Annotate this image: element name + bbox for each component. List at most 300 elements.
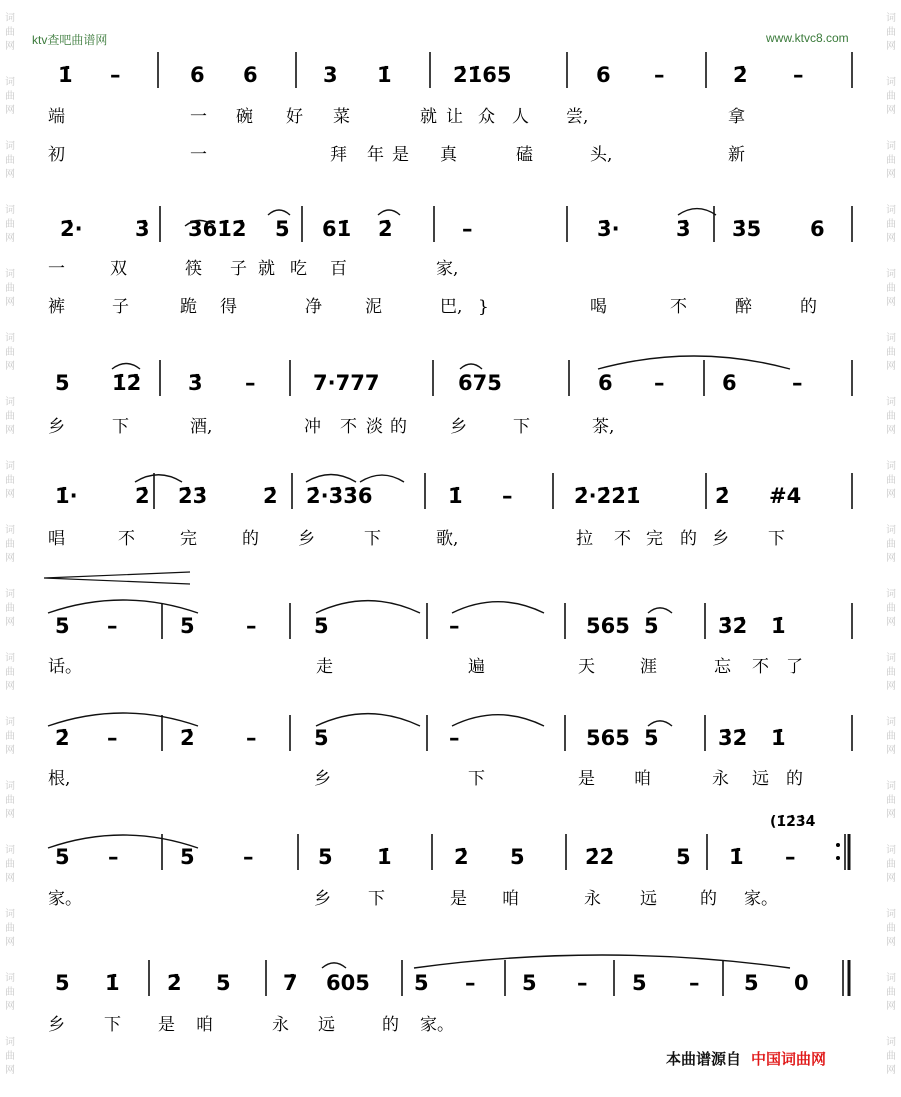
site-watermark-left: ktv查吧曲谱网 [32, 33, 108, 47]
side-watermark-char: 网 [5, 233, 15, 244]
side-watermark-char: 网 [886, 937, 896, 948]
decrescendo-hairpin [44, 572, 190, 584]
lyric-char: 天 [578, 657, 595, 677]
jianpu-note: 2̇ [378, 217, 393, 241]
jianpu-note: – [792, 371, 803, 395]
side-watermark-char: 网 [5, 809, 15, 820]
jianpu-note: 2̇ [454, 845, 469, 869]
side-watermark-char: 网 [5, 41, 15, 52]
lyric-char: 拜 [330, 145, 347, 165]
side-watermark-char: 词 [5, 205, 15, 216]
slur-arc [460, 364, 482, 369]
lyric-char: 尝, [566, 107, 589, 127]
lyric-char: 家。 [48, 889, 82, 909]
jianpu-note: 1̇ [771, 614, 786, 638]
side-watermark-char: 曲 [886, 603, 896, 614]
side-watermark-char: 词 [5, 845, 15, 856]
lyric-char: 真 [440, 145, 457, 165]
jianpu-note: 5 [644, 614, 659, 638]
jianpu-note: 3̇61̇2̇ [188, 217, 247, 241]
jianpu-note: 565 [586, 614, 630, 638]
lyric-char: 一 [190, 107, 207, 127]
side-watermark-char: 曲 [886, 91, 896, 102]
jianpu-note: 2̇1̇65 [453, 63, 512, 87]
jianpu-note: 1̇ [105, 971, 120, 995]
jianpu-note: – [245, 371, 256, 395]
lyric-char: 不 [752, 657, 769, 677]
side-watermark-char: 词 [5, 973, 15, 984]
lyric-char: 磕 [516, 145, 533, 165]
lyric-char: 茶, [592, 417, 615, 437]
lyric-char: 永 [712, 769, 729, 789]
side-watermark-char: 网 [5, 617, 15, 628]
lyric-char: 下 [768, 529, 785, 549]
side-watermark-char: 词 [886, 781, 896, 792]
lyric-char: 子 [112, 297, 129, 317]
side-watermark-char: 网 [5, 489, 15, 500]
jianpu-note: – [246, 726, 257, 750]
side-watermark-char: 曲 [886, 539, 896, 550]
jianpu-note: 5 [744, 971, 759, 995]
lyric-char: 众 [478, 107, 495, 127]
jianpu-note: 3 [323, 63, 338, 87]
jianpu-note: – [577, 971, 588, 995]
side-watermark-char: 网 [886, 297, 896, 308]
side-watermark-char: 词 [5, 333, 15, 344]
lyric-char: 端 [48, 107, 65, 127]
slur-arc [414, 955, 790, 968]
jianpu-note: 2̇ [167, 971, 182, 995]
lyric-char: 菜 [333, 107, 350, 127]
lyric-char: 让 [446, 107, 463, 127]
side-watermark-char: 曲 [886, 795, 896, 806]
lyric-char: 就 [420, 107, 437, 127]
jianpu-note: 5 [55, 971, 70, 995]
side-watermark-char: 词 [886, 653, 896, 664]
side-watermark-char: 词 [886, 77, 896, 88]
side-watermark-char: 词 [886, 909, 896, 920]
lyric-char: 下 [468, 769, 485, 789]
lyric-char: 下 [368, 889, 385, 909]
side-watermark-char: 网 [5, 681, 15, 692]
side-watermark-char: 曲 [5, 539, 15, 550]
slur-arc [648, 608, 672, 613]
jianpu-note: 5 [216, 971, 231, 995]
side-watermark-char: 词 [886, 333, 896, 344]
jianpu-note: 5 [414, 971, 429, 995]
lyric-char: 子 [230, 259, 247, 279]
jianpu-note: – [785, 845, 796, 869]
side-watermark-char: 曲 [5, 347, 15, 358]
jianpu-note: 2̇·2̇2̇1̇ [574, 484, 641, 508]
jianpu-note: 6 [598, 371, 613, 395]
side-watermark-char: 曲 [5, 91, 15, 102]
side-watermark-char: 网 [886, 873, 896, 884]
lyric-char: 醉 [735, 297, 752, 317]
side-watermark-char: 曲 [5, 283, 15, 294]
jianpu-note: – [449, 614, 460, 638]
jianpu-note: – [502, 484, 513, 508]
slur-arc [48, 713, 198, 726]
lyric-char: 乡 [450, 417, 467, 437]
side-watermark-char: 词 [886, 525, 896, 536]
lyric-char: 的 [786, 769, 803, 789]
lyric-char: 乡 [314, 769, 331, 789]
side-watermark-char: 网 [5, 105, 15, 116]
side-watermark-char: 曲 [5, 475, 15, 486]
jianpu-note: – [449, 726, 460, 750]
side-watermark-char: 曲 [886, 411, 896, 422]
side-watermark-char: 词 [5, 1037, 15, 1048]
source-site: 中国词曲网 [751, 1050, 827, 1068]
lyric-char: 是 [158, 1015, 175, 1035]
jianpu-note: 5 [318, 845, 333, 869]
lyric-char: 遍 [468, 657, 485, 677]
lyric-char: } [478, 297, 489, 317]
side-watermark-char: 曲 [5, 155, 15, 166]
lyric-char: 是 [392, 145, 409, 165]
lyric-char: 拿 [728, 107, 745, 127]
jianpu-note: 5 [314, 726, 329, 750]
lyric-char: 咱 [196, 1015, 213, 1035]
slur-arc [452, 715, 544, 726]
side-watermark-char: 词 [5, 781, 15, 792]
site-watermark-right: www.ktvc8.com [766, 31, 849, 45]
side-watermark-char: 词 [5, 77, 15, 88]
jianpu-note: #4 [769, 484, 802, 508]
lyric-char: 唱 [48, 529, 65, 549]
side-watermark-char: 曲 [886, 667, 896, 678]
side-watermark-char: 曲 [5, 1051, 15, 1062]
jianpu-note: 3̇ [135, 217, 150, 241]
jianpu-note: 5 [180, 845, 195, 869]
lyric-char: 远 [752, 769, 769, 789]
jianpu-note: 675 [458, 371, 502, 395]
lyric-char: 远 [318, 1015, 335, 1035]
side-watermark-char: 词 [886, 269, 896, 280]
jianpu-note: 7·777 [313, 371, 380, 395]
slur-arc [135, 475, 182, 482]
side-watermark-char: 词 [886, 461, 896, 472]
slur-arc [316, 601, 420, 613]
side-watermark-char: 曲 [886, 731, 896, 742]
side-watermark-char: 词 [5, 717, 15, 728]
jianpu-note: 3̇2̇ [718, 726, 748, 750]
lyric-char: 永 [584, 889, 601, 909]
side-watermark-char: 词 [5, 589, 15, 600]
lyric-char: 新 [728, 145, 745, 165]
jianpu-note: 2̇ [733, 63, 748, 87]
parenthetical-notes: (1̇2̇3̇4̇ [770, 814, 816, 830]
jianpu-note: 2̇ [135, 484, 150, 508]
lyric-char: 的 [700, 889, 717, 909]
lyric-char: 筷 [185, 259, 202, 279]
slur-arc [598, 356, 790, 369]
slur-arc [112, 363, 140, 369]
slur-arc [48, 835, 198, 848]
jianpu-note: – [110, 63, 121, 87]
side-watermark-char: 曲 [5, 219, 15, 230]
slur-arc [322, 963, 346, 968]
side-watermark-char: 曲 [886, 219, 896, 230]
lyric-char: 巴, [440, 297, 463, 317]
side-watermark-char: 网 [5, 873, 15, 884]
side-watermark-char: 词 [886, 397, 896, 408]
side-watermark-char: 曲 [5, 411, 15, 422]
jianpu-note: 6 [810, 217, 825, 241]
lyric-char: 家。 [744, 889, 778, 909]
side-watermark-char: 网 [886, 553, 896, 564]
jianpu-note: 2̇2̇ [585, 845, 615, 869]
lyric-char: 不 [340, 417, 357, 437]
side-watermark-char: 网 [5, 937, 15, 948]
side-watermark-char: 曲 [5, 731, 15, 742]
side-watermark-char: 曲 [886, 155, 896, 166]
lyric-char: 人 [512, 107, 529, 127]
jianpu-note: – [654, 63, 665, 87]
lyric-char: 乡 [48, 1015, 65, 1035]
side-watermark-char: 词 [5, 141, 15, 152]
jianpu-note: 3̇ [188, 371, 203, 395]
lyric-char: 话。 [48, 657, 82, 677]
lyric-char: 忘 [714, 657, 731, 677]
slur-arc [452, 602, 544, 613]
side-watermark-char: 词 [5, 269, 15, 280]
lyric-char: 咱 [634, 769, 651, 789]
jianpu-note: 3̇5 [732, 217, 762, 241]
lyric-char: 头, [590, 145, 613, 165]
lyric-char: 下 [513, 417, 530, 437]
jianpu-note: 2̇· [60, 217, 83, 241]
lyric-char: 初 [48, 145, 65, 165]
jianpu-note: 1̇ [448, 484, 463, 508]
jianpu-note: 3̇ [676, 217, 691, 241]
side-watermark-char: 网 [5, 297, 15, 308]
side-watermark-char: 词 [886, 141, 896, 152]
jianpu-note: 2̇ [715, 484, 730, 508]
jianpu-note: 3̇· [597, 217, 620, 241]
side-watermark-char: 网 [886, 1001, 896, 1012]
lyric-char: 乡 [298, 529, 315, 549]
lyric-char: 乡 [48, 417, 65, 437]
lyric-char: 家, [436, 259, 459, 279]
jianpu-note: 5 [510, 845, 525, 869]
side-watermark-char: 网 [886, 41, 896, 52]
lyric-char: 远 [640, 889, 657, 909]
lyric-char: 跪 [180, 297, 197, 317]
side-watermark-char: 曲 [5, 795, 15, 806]
jianpu-note: 5 [314, 614, 329, 638]
side-watermark-char: 网 [5, 745, 15, 756]
jianpu-note: 2̇ [55, 726, 70, 750]
jianpu-note: 0 [794, 971, 809, 995]
jianpu-note: – [793, 63, 804, 87]
lyric-char: 一 [48, 259, 65, 279]
lyric-char: 咱 [502, 889, 519, 909]
side-watermark-char: 词 [886, 589, 896, 600]
jianpu-note: 2̇ [180, 726, 195, 750]
jianpu-note: 1̇· [55, 484, 78, 508]
jianpu-note: – [108, 845, 119, 869]
side-watermark-char: 网 [5, 553, 15, 564]
side-watermark-char: 曲 [5, 667, 15, 678]
lyric-char: 就 [258, 259, 275, 279]
jianpu-note: 5 [632, 971, 647, 995]
lyric-char: 歌, [436, 529, 459, 549]
side-watermark-char: 网 [886, 105, 896, 116]
jianpu-note: – [246, 614, 257, 638]
jianpu-note: – [465, 971, 476, 995]
jianpu-note: 5 [180, 614, 195, 638]
jianpu-note: 605 [326, 971, 370, 995]
jianpu-note: – [107, 614, 118, 638]
slur-arc [360, 475, 404, 482]
jianpu-note: 3̇2̇ [718, 614, 748, 638]
jianpu-note: 5 [676, 845, 691, 869]
lyric-char: 净 [305, 297, 322, 317]
side-watermark-char: 网 [886, 233, 896, 244]
side-watermark-char: 网 [5, 425, 15, 436]
side-watermark-char: 网 [886, 681, 896, 692]
slur-arc [378, 210, 400, 215]
side-watermark-char: 网 [886, 361, 896, 372]
lyric-char: 的 [390, 417, 407, 437]
side-watermark-char: 词 [5, 461, 15, 472]
lyric-char: 好 [286, 107, 303, 127]
side-watermark-char: 词 [886, 717, 896, 728]
side-watermark-char: 曲 [886, 859, 896, 870]
jianpu-note: 1̇ [377, 63, 392, 87]
side-watermark-char: 词 [886, 973, 896, 984]
lyric-char: 是 [578, 769, 595, 789]
side-watermark-char: 曲 [886, 27, 896, 38]
jianpu-note: 1̇ [58, 63, 73, 87]
side-watermark-char: 词 [5, 525, 15, 536]
jianpu-note: – [462, 217, 473, 241]
lyric-char: 走 [316, 657, 333, 677]
slur-arc [306, 475, 356, 483]
slur-arc [48, 600, 198, 613]
side-watermark-char: 曲 [5, 27, 15, 38]
side-watermark-char: 网 [5, 361, 15, 372]
side-watermark-char: 网 [886, 617, 896, 628]
lyric-char: 得 [220, 297, 237, 317]
lyric-char: 根, [48, 769, 71, 789]
jianpu-note: – [107, 726, 118, 750]
jianpu-note: 61̇ [322, 217, 352, 241]
jianpu-note: 1̇ [771, 726, 786, 750]
side-watermark-char: 词 [5, 653, 15, 664]
jianpu-note: – [654, 371, 665, 395]
lyric-char: 不 [670, 297, 687, 317]
lyric-char: 下 [112, 417, 129, 437]
lyric-char: 淡 [366, 417, 383, 437]
lyric-char: 的 [800, 297, 817, 317]
lyric-char: 永 [272, 1015, 289, 1035]
slur-arc [268, 210, 290, 215]
jianpu-note: 5 [275, 217, 290, 241]
lyric-char: 裤 [48, 297, 65, 317]
side-watermark-char: 曲 [886, 987, 896, 998]
side-watermark-char: 词 [5, 397, 15, 408]
lyric-char: 双 [110, 259, 127, 279]
jianpu-note: 5 [55, 614, 70, 638]
lyric-char: 百 [330, 259, 347, 279]
repeat-dot [836, 856, 840, 860]
slur-arc [316, 714, 420, 726]
side-watermark-char: 词 [5, 909, 15, 920]
lyric-char: 的 [680, 529, 697, 549]
lyric-char: 一 [190, 145, 207, 165]
side-watermark-char: 曲 [886, 283, 896, 294]
source-credit [666, 1048, 826, 1069]
lyric-char: 酒, [190, 417, 213, 437]
jianpu-note: 1̇ [377, 845, 392, 869]
side-watermark-char: 网 [5, 1065, 15, 1076]
jianpu-note: – [243, 845, 254, 869]
jianpu-note: 6 [722, 371, 737, 395]
lyric-char: 不 [118, 529, 135, 549]
side-watermark-char: 网 [886, 489, 896, 500]
side-watermark-char: 网 [886, 745, 896, 756]
side-watermark-char: 曲 [886, 475, 896, 486]
side-watermark-char: 网 [5, 1001, 15, 1012]
side-watermark-char: 网 [886, 169, 896, 180]
lyric-char: 完 [180, 529, 197, 549]
lyric-char: 家。 [420, 1015, 454, 1035]
side-watermark-char: 曲 [886, 923, 896, 934]
lyric-char: 拉 [576, 529, 593, 549]
jianpu-note: – [689, 971, 700, 995]
jianpu-note: 6 [596, 63, 611, 87]
side-watermark-char: 曲 [5, 923, 15, 934]
lyric-char: 下 [104, 1015, 121, 1035]
jianpu-note: 5 [55, 371, 70, 395]
side-watermark-char: 网 [886, 1065, 896, 1076]
side-watermark-char: 词 [886, 845, 896, 856]
lyric-char: 碗 [236, 107, 253, 127]
jianpu-note: 1̇2̇ [112, 371, 142, 395]
jianpu-note: 7̇ [283, 971, 298, 995]
lyric-char: 泥 [365, 297, 382, 317]
side-watermark-char: 词 [886, 1037, 896, 1048]
jianpu-note: 565 [586, 726, 630, 750]
lyric-char: 涯 [640, 657, 657, 677]
side-watermark-char: 网 [886, 809, 896, 820]
side-watermark-char: 词 [5, 13, 15, 24]
side-watermark-char: 曲 [5, 987, 15, 998]
lyric-char: 的 [242, 529, 259, 549]
lyric-char: 不 [614, 529, 631, 549]
lyric-char: 了 [786, 657, 803, 677]
jianpu-note: 6 [243, 63, 258, 87]
source-label: 本曲谱源自 [666, 1050, 742, 1068]
jianpu-note: 2̇3̇ [178, 484, 208, 508]
side-watermark-char: 词 [886, 13, 896, 24]
lyric-char: 喝 [590, 297, 607, 317]
side-watermark-char: 曲 [5, 859, 15, 870]
side-watermark-char: 曲 [886, 1051, 896, 1062]
jianpu-note: 5 [644, 726, 659, 750]
jianpu-note: 1̇ [729, 845, 744, 869]
jianpu-note: 5 [55, 845, 70, 869]
lyric-char: 冲 [304, 417, 321, 437]
slur-arc [678, 209, 716, 215]
jianpu-note: 2̇·3̇3̇6 [306, 484, 373, 508]
lyric-char: 的 [382, 1015, 399, 1035]
repeat-dot [836, 843, 840, 847]
side-watermark-char: 网 [5, 169, 15, 180]
